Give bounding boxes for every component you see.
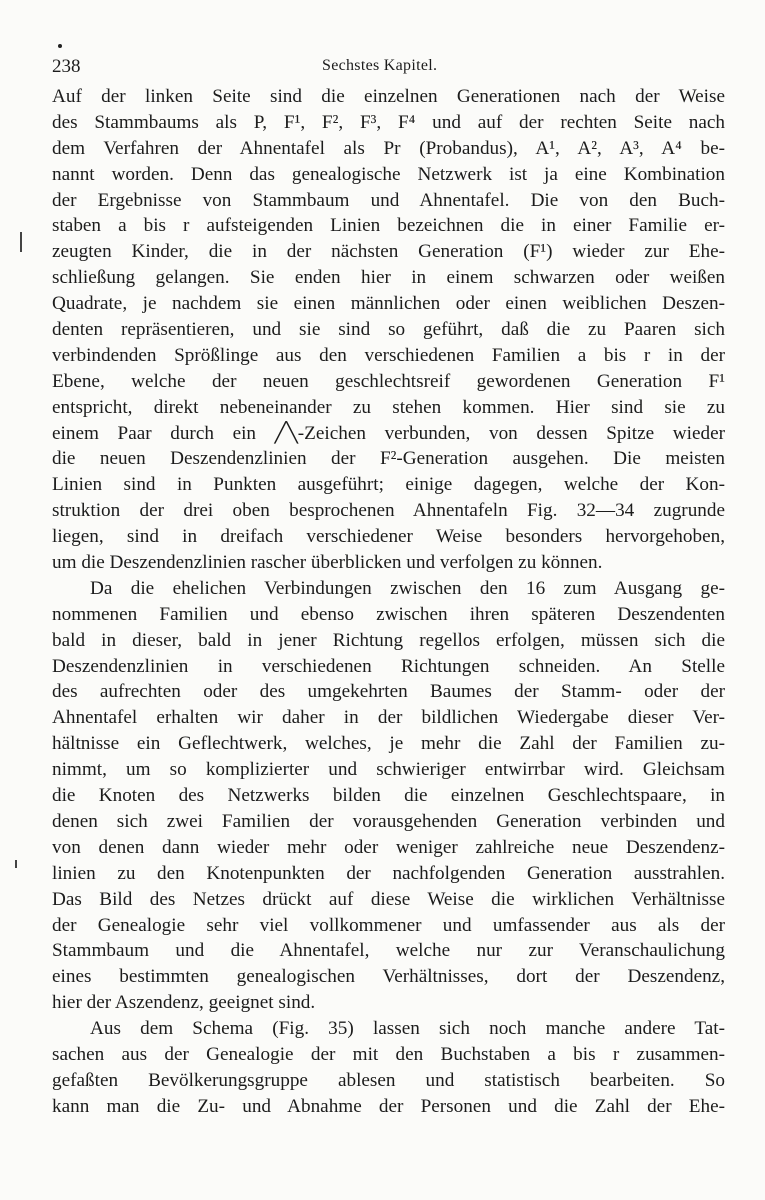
text-line: der Genealogie sehr viel vollkommener und umfassender aus als der (52, 914, 725, 936)
text-line: verbindenden Sprößlinge aus den verschiedenen Familien a bis r in der (52, 344, 725, 366)
text-line: Das Bild des Netzes drückt auf diese Weise die wirklichen Verhältnisse (52, 888, 725, 910)
text-line: kann man die Zu- und Abnahme der Personen und die Zahl der Ehe- (52, 1095, 725, 1117)
text-line: schließung gelangen. Sie enden hier in einem schwarzen oder weißen (52, 267, 725, 289)
text-line: gefaßten Bevölkerungsgruppe ablesen und statistisch bearbeiten. So (52, 1069, 725, 1091)
text-line: um die Deszendenzlinien rascher überblicken und verfolgen zu können. (52, 552, 603, 574)
margin-mark (15, 860, 17, 868)
text-line: des Stammbaums als P, F¹, F², F³, F⁴ und auf der rechten Seite nach (52, 111, 725, 133)
page-number: 238 (52, 56, 81, 77)
text-line: von denen dann wieder mehr oder weniger zahlreiche neue Deszendenz- (52, 836, 725, 858)
text-line: die Knoten des Netzwerks bilden die einzelnen Geschlechtspaare, in (52, 785, 725, 807)
print-speck (58, 44, 62, 48)
text-line: denten repräsentieren, und sie sind so geführt, daß die zu Paaren sich (52, 319, 725, 341)
text-line: eines bestimmten genealogischen Verhältnisses, dort der Deszendenz, (52, 966, 725, 988)
text-line: die neuen Deszendenzlinien der F²-Generation ausgehen. Die meisten (52, 448, 725, 470)
text-line: Da die ehelichen Verbindungen zwischen den 16 zum Ausgang ge- (90, 577, 725, 599)
text-line: entspricht, direkt nebeneinander zu stehen kommen. Hier sind sie zu (52, 396, 725, 418)
text-line: Aus dem Schema (Fig. 35) lassen sich noch manche andere Tat- (90, 1018, 725, 1040)
text-line: nannt worden. Denn das genealogische Netzwerk ist ja eine Kombination (52, 163, 725, 185)
text-line: nommenen Familien und ebenso zwischen ihren späteren Deszendenten (52, 603, 725, 625)
text-line: sachen aus der Genealogie der mit den Buchstaben a bis r zusammen- (52, 1043, 725, 1065)
paragraph-1 (52, 84, 725, 576)
text-line: staben a bis r aufsteigenden Linien bezeichnen die in einer Familie er- (52, 215, 725, 237)
text-line: bald in dieser, bald in jener Richtung regellos erfolgen, müssen sich die (52, 629, 725, 651)
text-line: des aufrechten oder des umgekehrten Baumes der Stamm- oder der (52, 681, 725, 703)
chapter-title: Sechstes Kapitel. (322, 57, 438, 74)
text-line: Quadrate, je nachdem sie einen männlichen oder einen weiblichen Deszen- (52, 293, 725, 315)
text-line: nimmt, um so komplizierter und schwieriger entwirrbar wird. Gleichsam (52, 759, 725, 781)
text-line: struktion der drei oben besprochenen Ahnentafeln Fig. 32—34 zugrunde (52, 500, 725, 522)
text-line: einem Paar durch ein ╱╲-Zeichen verbunden, von dessen Spitze wieder (52, 422, 725, 444)
margin-mark (20, 232, 22, 252)
text-line: zeugten Kinder, die in der nächsten Generation (F¹) wieder zur Ehe- (52, 241, 725, 263)
text-line: hier der Aszendenz, geeignet sind. (52, 992, 316, 1014)
text-line: linien zu den Knotenpunkten der nachfolgenden Generation ausstrahlen. (52, 862, 725, 884)
text-line: Ebene, welche der neuen geschlechtsreif gewordenen Generation F¹ (52, 370, 725, 392)
text-line: liegen, sind in dreifach verschiedener Weise besonders hervorgehoben, (52, 526, 725, 548)
paragraph-2 (52, 576, 725, 1016)
text-line: Ahnentafel erhalten wir daher in der bildlichen Wiedergabe dieser Ver- (52, 707, 725, 729)
text-line: Linien sind in Punkten ausgeführt; einige dagegen, welche der Kon- (52, 474, 725, 496)
book-page (52, 48, 725, 1120)
text-line: hältnisse ein Geflechtwerk, welches, je mehr die Zahl der Familien zu- (52, 733, 725, 755)
text-line: dem Verfahren der Ahnentafel als Pr (Probandus), A¹, A², A³, A⁴ be- (52, 137, 725, 159)
text-line: Deszendenzlinien in verschiedenen Richtungen schneiden. An Stelle (52, 655, 725, 677)
paragraph-3 (52, 1016, 725, 1120)
text-line: Auf der linken Seite sind die einzelnen Generationen nach der Weise (52, 86, 725, 107)
running-head (52, 48, 725, 84)
text-line: der Ergebnisse von Stammbaum und Ahnentafel. Die von den Buch- (52, 189, 725, 211)
text-line: Stammbaum und die Ahnentafel, welche nur zur Veranschaulichung (52, 940, 725, 962)
text-line: denen sich zwei Familien der vorausgehenden Generation verbinden und (52, 810, 725, 832)
